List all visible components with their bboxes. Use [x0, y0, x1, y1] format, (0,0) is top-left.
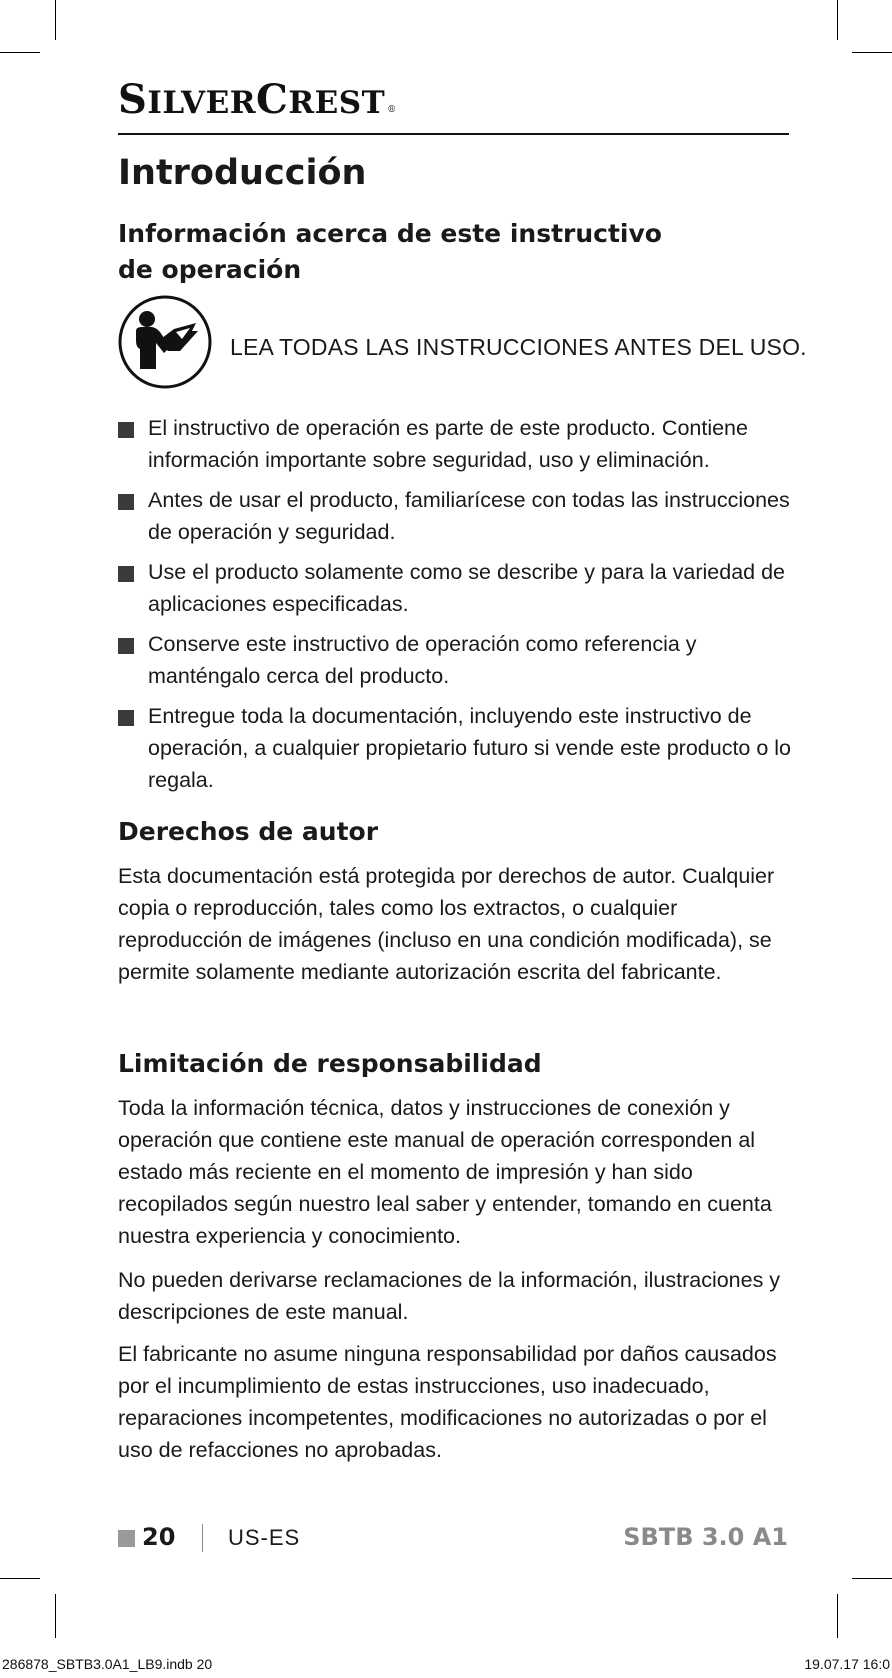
footer-divider: [202, 1524, 203, 1552]
list-item: El instructivo de operación es parte de este producto. Contiene información importante sobre seguridad, uso y eliminación.: [118, 412, 798, 476]
liability-paragraph-3: El fabricante no asume ninguna responsabilidad por daños causados por el incumplimiento de estas instrucciones, uso inadecuado, reparaciones incompetentes, modificaciones no autorizadas o por el uso de refacciones no aprobadas.: [118, 1342, 777, 1462]
section-heading-info: Información acerca de este instructivo de operación: [118, 219, 662, 284]
bullet-square-icon: [118, 638, 134, 654]
liability-paragraph-2: No pueden derivarse reclamaciones de la información, ilustraciones y descripciones de este manual.: [118, 1268, 781, 1324]
print-slug-file: 286878_SBTB3.0A1_LB9.indb 20: [2, 1656, 213, 1672]
crop-mark: [0, 52, 40, 53]
read-instructions-notice: LEA TODAS LAS INSTRUCCIONES ANTES DEL USO.: [230, 334, 807, 360]
list-item: Antes de usar el producto, familiarícese con todas las instrucciones de operación y seguridad.: [118, 484, 798, 548]
crop-mark: [55, 1594, 56, 1638]
language-code: US-ES: [228, 1525, 301, 1550]
model-name: SBTB 3.0 A1: [623, 1523, 788, 1551]
crop-mark: [852, 1578, 892, 1579]
bullet-square-icon: [118, 494, 134, 510]
list-item: Conserve este instructivo de operación como referencia y manténgalo cerca del producto.: [118, 628, 798, 692]
crop-mark: [55, 0, 56, 40]
copyright-paragraph: Esta documentación está protegida por derechos de autor. Cualquier copia o reproducción, tales como los extractos, o cualquier reproducción de imágenes (incluso en una condición modificada), se permite solamente mediante autorización escrita del fabricante.: [118, 864, 775, 984]
bullet-square-icon: [118, 422, 134, 438]
liability-paragraph-1: Toda la información técnica, datos y instrucciones de conexión y operación que contiene este manual de operación corresponden al estado más reciente en el momento de impresión y han sido recopilados según nuestro leal saber y entender, tomando en cuenta nuestra experiencia y conocimiento.: [118, 1096, 772, 1248]
list-item: Entregue toda la documentación, incluyendo este instructivo de operación, a cualquier propietario futuro si vende este producto o lo regala.: [118, 700, 798, 796]
instruction-list: [118, 412, 798, 804]
section-heading-liability: Limitación de responsabilidad: [118, 1049, 542, 1078]
print-slug-date: 19.07.17 16:0: [804, 1656, 890, 1672]
section-heading-copyright: Derechos de autor: [118, 817, 379, 846]
crop-mark: [837, 0, 838, 40]
bullet-square-icon: [118, 710, 134, 726]
crop-mark: [837, 1594, 838, 1638]
footer-marker-icon: [118, 1530, 135, 1547]
page-title: Introducción: [118, 153, 367, 193]
page-number: 20: [142, 1523, 176, 1551]
crop-mark: [0, 1578, 40, 1579]
brand-logo: SILVERCREST ®: [118, 76, 397, 123]
read-manual-icon: [118, 295, 212, 389]
bullet-square-icon: [118, 566, 134, 582]
header-rule: [118, 133, 789, 135]
crop-mark: [852, 52, 892, 53]
list-item: Use el producto solamente como se describe y para la variedad de aplicaciones especificadas.: [118, 556, 798, 620]
